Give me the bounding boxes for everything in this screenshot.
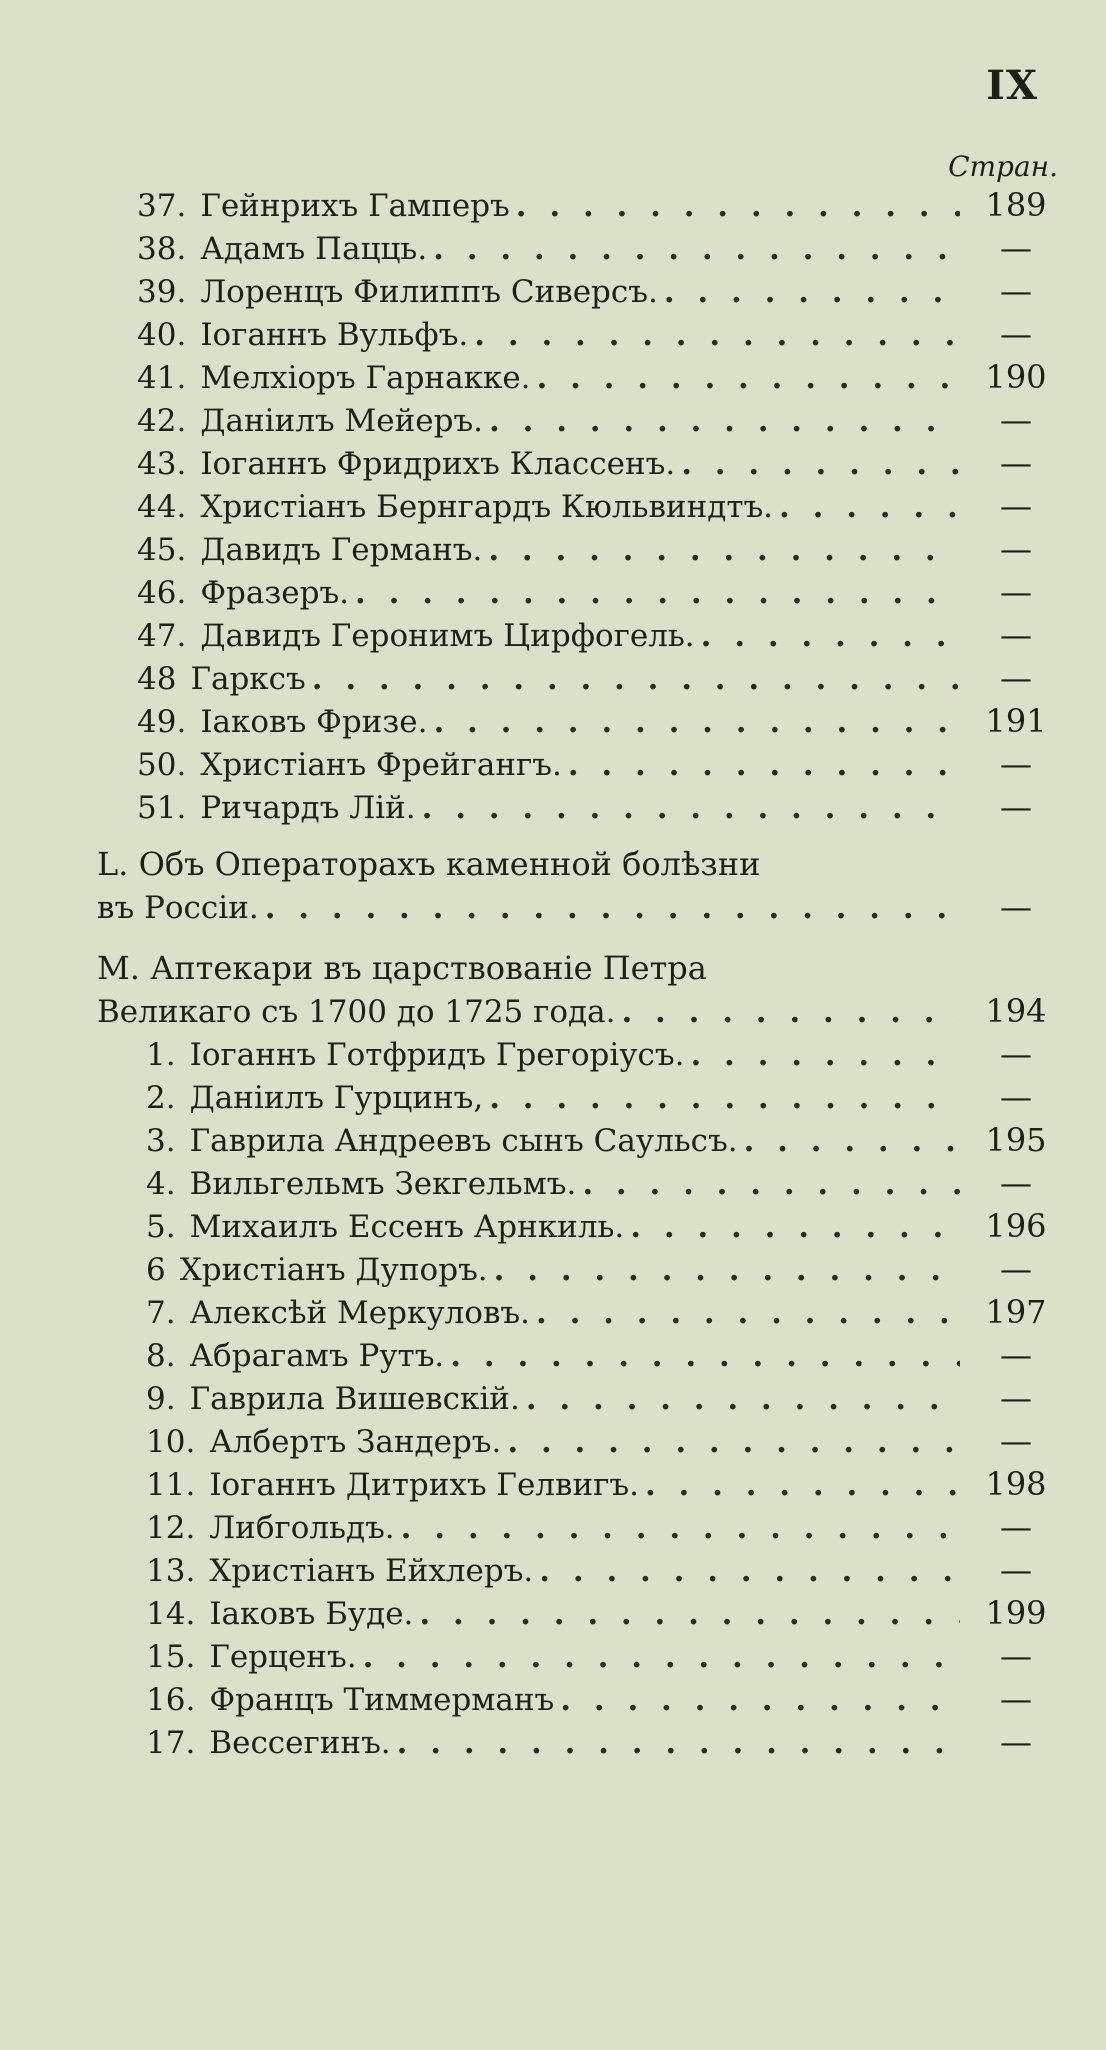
toc-entry <box>0 1508 1106 1551</box>
dot-leader <box>433 704 960 740</box>
entry-name: Гарксъ <box>190 661 306 697</box>
entry-label <box>146 1725 391 1761</box>
dot-leader <box>422 790 960 826</box>
toc-entry <box>0 1680 1106 1723</box>
toc-entry <box>0 1723 1106 1766</box>
page-ref: — <box>1000 1508 1032 1546</box>
section-l-title: L. Объ Операторахъ каменной болѣзни <box>97 845 761 883</box>
page-ref: — <box>1000 1551 1032 1589</box>
toc-entry <box>0 616 1106 659</box>
page-ref: — <box>1000 315 1032 353</box>
entry-number: 15. <box>146 1639 196 1675</box>
entry-label <box>146 1209 624 1245</box>
entry-label <box>146 1424 501 1460</box>
page-column-header: Стран. <box>948 150 1058 183</box>
entry-name: Христіанъ Дупоръ. <box>179 1252 488 1288</box>
entry-label <box>137 747 562 783</box>
entry-number: 39. <box>137 274 187 310</box>
dot-leader <box>621 994 960 1030</box>
entry-name: Вильгельмъ Зекгельмъ. <box>189 1166 577 1202</box>
dot-leader <box>489 403 960 439</box>
entry-label <box>137 403 483 439</box>
entry-label <box>146 1639 357 1675</box>
page-ref: — <box>1000 1035 1032 1073</box>
toc-entry <box>0 1078 1106 1121</box>
page-ref: — <box>1000 1164 1032 1202</box>
dot-leader <box>582 1166 960 1202</box>
entry-name: Христіанъ Бернгардъ Кюльвиндтъ. <box>200 489 774 525</box>
entry-label <box>137 575 349 611</box>
entry-label <box>146 1080 483 1116</box>
page-ref: — <box>1000 1078 1032 1116</box>
toc-entry <box>0 444 1106 487</box>
entry-number: 17. <box>146 1725 196 1761</box>
dot-leader <box>536 1295 960 1331</box>
entry-name: Іаковъ Буде. <box>209 1596 414 1632</box>
toc-entry <box>0 1164 1106 1207</box>
dot-leader <box>690 1037 960 1073</box>
entry-name: Герценъ. <box>209 1639 357 1675</box>
toc-entry <box>0 1035 1106 1078</box>
page-ref: 191 <box>985 702 1047 740</box>
dot-leader <box>419 1596 960 1632</box>
entry-number: 5. <box>146 1209 176 1245</box>
dot-leader <box>397 1725 960 1761</box>
entry-label <box>137 317 468 353</box>
entry-label <box>137 360 531 396</box>
page-ref: — <box>1000 788 1032 826</box>
entry-name: Албертъ Зандеръ. <box>209 1424 502 1460</box>
entry-number: 10. <box>146 1424 196 1460</box>
dot-leader <box>560 1682 960 1718</box>
entry-number: 37. <box>137 188 187 224</box>
toc-entry <box>0 1594 1106 1637</box>
entry-name: Адамъ Пацць. <box>200 231 428 267</box>
toc-entry <box>0 1207 1106 1250</box>
entry-name: Либгольдъ. <box>209 1510 395 1546</box>
toc-entry <box>0 1379 1106 1422</box>
page-ref: — <box>1000 444 1032 482</box>
entry-label <box>137 489 773 525</box>
entry-label <box>146 1166 576 1202</box>
entry-name: Іоганнъ Вульфъ. <box>200 317 469 353</box>
table-of-contents <box>0 186 1106 1766</box>
entry-number: 8. <box>146 1338 176 1374</box>
entry-number: 7. <box>146 1295 176 1331</box>
entry-number: 14. <box>146 1596 196 1632</box>
page-ref: — <box>1000 1336 1032 1374</box>
entry-name: Гейнрихъ Гамперъ <box>200 188 510 224</box>
entry-label <box>146 1252 488 1288</box>
entry-number: 4. <box>146 1166 176 1202</box>
page-ref: — <box>1000 659 1032 697</box>
entry-number: 46. <box>137 575 187 611</box>
entry-label <box>137 704 427 740</box>
section-m-cont <box>0 992 1106 1035</box>
dot-leader <box>630 1209 960 1245</box>
dot-leader <box>537 360 960 396</box>
page-ref: — <box>1000 616 1032 654</box>
entry-name: Абрагамъ Рутъ. <box>189 1338 445 1374</box>
dot-leader <box>450 1338 960 1374</box>
dot-leader <box>489 1080 960 1116</box>
entry-number: 3. <box>146 1123 176 1159</box>
dot-leader <box>312 661 960 697</box>
section-l-cont <box>0 888 1106 931</box>
page-ref: 194 <box>985 992 1047 1030</box>
page-ref: — <box>1000 1723 1032 1761</box>
entry-name: Лоренцъ Филиппъ Сиверсъ. <box>200 274 658 310</box>
entry-name: Даніилъ Мейеръ. <box>200 403 484 439</box>
entry-name: Мелхіоръ Гарнакке. <box>200 360 531 396</box>
entry-label <box>146 1467 639 1503</box>
entry-name: Гаврила Андреевъ сынъ Саульсъ. <box>189 1123 738 1159</box>
entry-name: Францъ Тиммерманъ <box>209 1682 555 1718</box>
entry-number: 13. <box>146 1553 196 1589</box>
toc-entry <box>0 1250 1106 1293</box>
toc-entry <box>0 272 1106 315</box>
dot-leader <box>265 890 960 926</box>
section-l-title-cont: въ Россіи. <box>97 890 259 926</box>
dot-leader <box>363 1639 960 1675</box>
entry-name: Христіанъ Фрейгангъ. <box>200 747 562 783</box>
dot-leader <box>744 1123 960 1159</box>
entry-number: 48 <box>137 661 177 697</box>
toc-entry <box>0 315 1106 358</box>
page-ref: — <box>1000 1422 1032 1460</box>
dot-leader <box>701 618 960 654</box>
entry-label <box>146 1682 554 1718</box>
entry-name: Алексѣй Меркуловъ. <box>189 1295 530 1331</box>
entry-list-b <box>0 1035 1106 1766</box>
dot-leader <box>401 1510 960 1546</box>
entry-number: 47. <box>137 618 187 654</box>
entry-number: 6 <box>146 1252 166 1288</box>
entry-number: 43. <box>137 446 187 482</box>
dot-leader <box>526 1381 960 1417</box>
entry-number: 12. <box>146 1510 196 1546</box>
section-l <box>0 845 1106 931</box>
dot-leader <box>488 532 960 568</box>
entry-number: 9. <box>146 1381 176 1417</box>
section-m-title-cont: Великаго съ 1700 до 1725 года. <box>97 994 616 1030</box>
entry-number: 16. <box>146 1682 196 1718</box>
page-ref: — <box>1000 745 1032 783</box>
page-ref: — <box>1000 1379 1032 1417</box>
toc-entry <box>0 1336 1106 1379</box>
entry-name: Фразеръ. <box>200 575 350 611</box>
page-ref: 197 <box>985 1293 1047 1331</box>
toc-entry <box>0 659 1106 702</box>
entry-label <box>146 1037 684 1073</box>
entry-number: 41. <box>137 360 187 396</box>
toc-entry <box>0 401 1106 444</box>
toc-entry <box>0 358 1106 401</box>
dot-leader <box>494 1252 960 1288</box>
entry-label <box>146 1510 395 1546</box>
entry-number: 40. <box>137 317 187 353</box>
entry-number: 51. <box>137 790 187 826</box>
entry-label <box>137 231 427 267</box>
entry-number: 42. <box>137 403 187 439</box>
toc-entry <box>0 1465 1106 1508</box>
entry-label <box>137 618 695 654</box>
toc-entry <box>0 702 1106 745</box>
page-ref: 198 <box>985 1465 1047 1503</box>
dot-leader <box>355 575 960 611</box>
entry-label <box>146 1381 520 1417</box>
entry-label <box>146 1295 530 1331</box>
page-ref: — <box>1000 573 1032 611</box>
entry-label <box>146 1553 533 1589</box>
entry-list-a <box>0 186 1106 831</box>
toc-entry <box>0 788 1106 831</box>
entry-name: Ричардъ Лій. <box>200 790 416 826</box>
page-ref: 195 <box>985 1121 1047 1159</box>
page-ref: — <box>1000 888 1032 926</box>
toc-entry <box>0 487 1106 530</box>
entry-name: Іоганнъ Готфридъ Грегоріусъ. <box>189 1037 685 1073</box>
dot-leader <box>539 1553 960 1589</box>
toc-entry <box>0 573 1106 616</box>
toc-entry <box>0 1551 1106 1594</box>
toc-entry <box>0 1293 1106 1336</box>
entry-number: 38. <box>137 231 187 267</box>
page-ref: — <box>1000 272 1032 310</box>
page-ref: — <box>1000 1250 1032 1288</box>
page-ref: 196 <box>985 1207 1047 1245</box>
entry-label <box>137 661 306 697</box>
dot-leader <box>474 317 960 353</box>
dot-leader <box>568 747 960 783</box>
page-ref: — <box>1000 487 1032 525</box>
dot-leader <box>779 489 960 525</box>
dot-leader <box>433 231 960 267</box>
entry-name: Христіанъ Ейхлеръ. <box>209 1553 534 1589</box>
toc-entry <box>0 186 1106 229</box>
page-ref: — <box>1000 1680 1032 1718</box>
entry-number: 2. <box>146 1080 176 1116</box>
toc-entry <box>0 1422 1106 1465</box>
toc-entry <box>0 1637 1106 1680</box>
page-ref: 190 <box>985 358 1047 396</box>
page-ref: 199 <box>985 1594 1047 1632</box>
entry-label <box>137 532 482 568</box>
toc-entry <box>0 1121 1106 1164</box>
dot-leader <box>681 446 960 482</box>
section-m-title: M. Аптекари въ царствованіе Петра <box>97 949 707 987</box>
entry-number: 1. <box>146 1037 176 1073</box>
page-number: IX <box>986 62 1038 109</box>
entry-label <box>146 1123 738 1159</box>
entry-name: Давидъ Германъ. <box>200 532 483 568</box>
toc-entry <box>0 745 1106 788</box>
entry-name: Іоганнъ Фридрихъ Классенъ. <box>200 446 676 482</box>
dot-leader <box>664 274 960 310</box>
page-ref: — <box>1000 401 1032 439</box>
entry-name: Іоганнъ Дитрихъ Гелвигъ. <box>209 1467 639 1503</box>
dot-leader <box>516 188 960 224</box>
entry-label <box>137 790 416 826</box>
toc-entry <box>0 530 1106 573</box>
dot-leader <box>645 1467 960 1503</box>
entry-number: 44. <box>137 489 187 525</box>
entry-name: Даніилъ Гурцинъ, <box>189 1080 484 1116</box>
entry-number: 11. <box>146 1467 196 1503</box>
entry-label <box>146 1596 413 1632</box>
entry-name: Михаилъ Ессенъ Арнкиль. <box>189 1209 625 1245</box>
page-ref: — <box>1000 1637 1032 1675</box>
dot-leader <box>507 1424 960 1460</box>
entry-number: 45. <box>137 532 187 568</box>
page-ref: — <box>1000 229 1032 267</box>
entry-number: 50. <box>137 747 187 783</box>
entry-name: Вессегинъ. <box>209 1725 391 1761</box>
entry-label <box>137 188 510 224</box>
entry-name: Гаврила Вишевскій. <box>189 1381 520 1417</box>
entry-name: Давидъ Геронимъ Цирфогель. <box>200 618 695 654</box>
entry-name: Іаковъ Фризе. <box>200 704 428 740</box>
section-m <box>0 949 1106 1035</box>
page-ref: — <box>1000 530 1032 568</box>
entry-label <box>137 446 675 482</box>
entry-label <box>146 1338 444 1374</box>
entry-label <box>137 274 658 310</box>
toc-entry <box>0 229 1106 272</box>
entry-number: 49. <box>137 704 187 740</box>
page-ref: 189 <box>985 186 1047 224</box>
